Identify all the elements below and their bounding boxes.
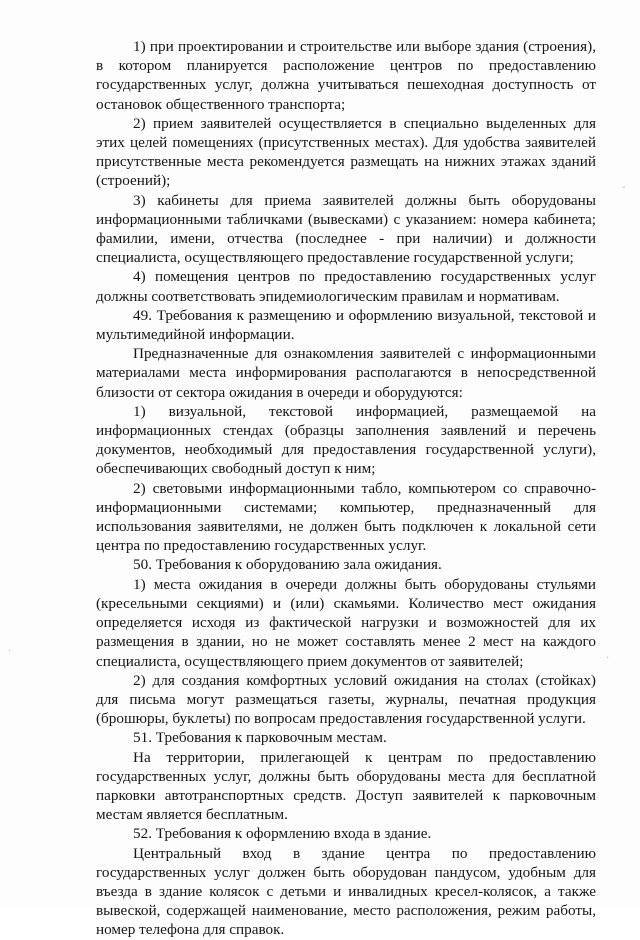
paragraph-info-stands: 1) визуальной, текстовой информацией, размещаемой на информационных стендах (образцы заполнения заявлений и перечень документов, необходимый для предоставления государственной услуги), обеспечивающих свободный доступ к ним; <box>96 402 596 478</box>
paragraph-item-3: 3) кабинеты для приема заявителей должны быть оборудованы информационными табличками (вывесками) с указанием: номера кабинета; фамилии, имени, отчества (последнее - при наличии) и должности специалиста, осуществляющего предоставление государственной услуги; <box>96 191 596 267</box>
paragraph-info-places: Предназначенные для ознакомления заявителей с информационными материалами места информирования располагаются в непосредственной близости от сектора ожидания в очереди и оборудуются: <box>96 345 596 401</box>
paragraph-entrance: Центральный вход в здание центра по предоставлению государственных услуг должен быть оборудован пандусом, удобным для въезда в здание колясок с детьми и инвалидных кресел-колясок, а также вывеской, содержащей наименование, место расположения, режим работы, номер телефона для справок. <box>96 844 596 939</box>
paragraph-waiting-seats: 1) места ожидания в очереди должны быть оборудованы стульями (кресельными секциями) и (или) скамьями. Количество мест ожидания определяется исходя из фактической нагрузки и возможностей для их размещения в здании, но не может составлять менее 2 мест на каждого специалиста, осуществляющего прием документов от заявителей; <box>96 575 596 670</box>
document-text-body <box>96 37 596 940</box>
section-heading-50: 50. Требования к оборудованию зала ожидания. <box>133 556 442 574</box>
paragraph-item-4: 4) помещения центров по предоставлению государственных услуг должны соответствовать эпидемиологическим правилам и нормативам. <box>96 268 596 305</box>
scan-speck-left: · <box>8 646 12 657</box>
paragraph-waiting-writing: 2) для создания комфортных условий ожидания на столах (стойках) для письма могут размещаться газеты, журналы, печатная продукция (брошюры, буклеты) по вопросам предоставления государственной услуги. <box>96 671 596 728</box>
paragraph-item-1: 1) при проектировании и строительстве или выборе здания (строения), в котором планируется расположение центров по предоставлению государственных услуг, должна учитываться пешеходная доступность от остановок общественного транспорта; <box>96 38 596 113</box>
paragraph-parking: На территории, прилегающей к центрам по предоставлению государственных услуг, должны быть оборудованы места для бесплатной парковки автотранспортных средств. Доступ заявителей к парковочным местам является бесплатным. <box>96 748 596 824</box>
paragraph-item-2: 2) прием заявителей осуществляется в специально выделенных для этих целей помещениях (присутственных местах). Для удобства заявителей присутственные места рекомендуется размещать на нижних этажах зданий (строений); <box>96 114 596 190</box>
scan-speck-right-bottom: . <box>606 650 610 661</box>
section-heading-52: 52. Требования к оформлению входа в здание. <box>133 825 432 843</box>
scan-speck-right-top: - <box>622 182 626 193</box>
section-heading-51: 51. Требования к парковочным местам. <box>133 729 387 747</box>
section-heading-49: 49. Требования к размещению и оформлению визуальной, текстовой и мультимедийной информации. <box>96 306 596 344</box>
paragraph-info-terminals: 2) световыми информационными табло, компьютером со справочно-информационными системами; компьютер, предназначенный для использования заявителями, не должен быть подключен к локальной сети центра по предоставлению государственных услуг. <box>96 479 596 555</box>
